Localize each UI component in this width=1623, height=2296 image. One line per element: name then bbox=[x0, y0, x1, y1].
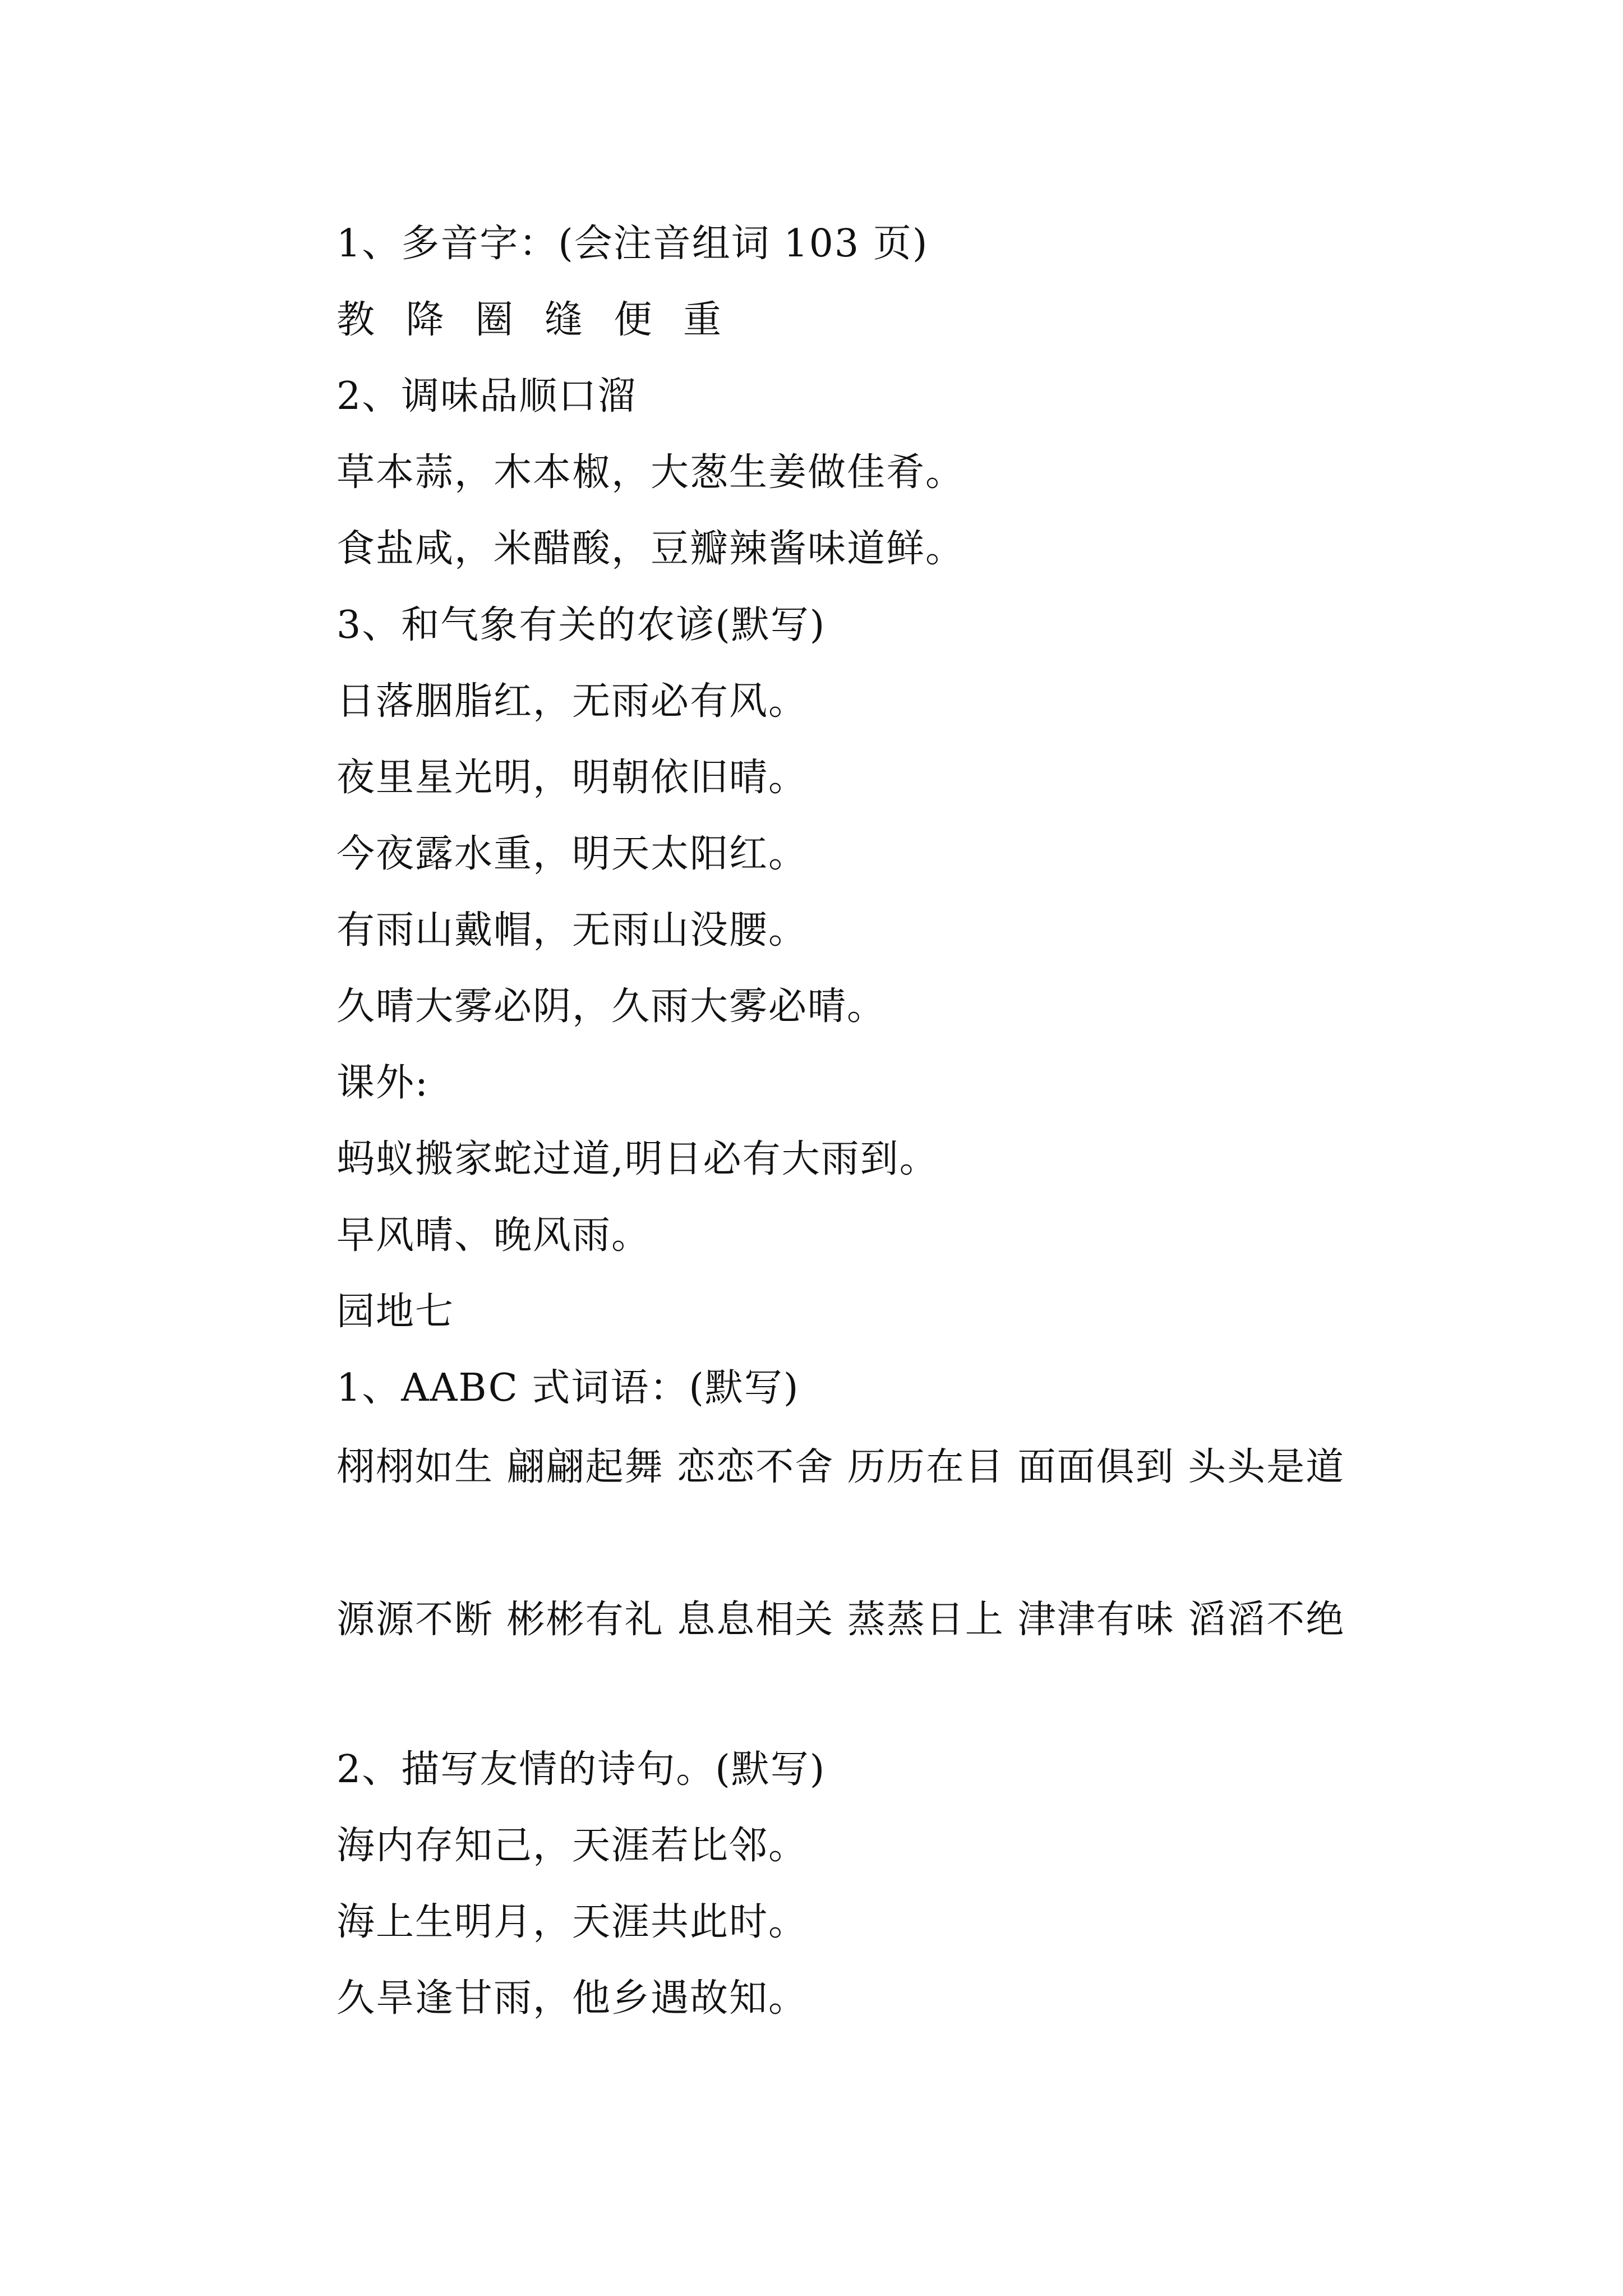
extracurricular-proverb-line: 蚂蚁搬家蛇过道,明日必有大雨到。 bbox=[336, 1137, 939, 1181]
weather-proverbs-heading: 3、和气象有关的农谚(默写) bbox=[336, 603, 826, 647]
seasoning-rhyme-line: 草本蒜，木本椒，大葱生姜做佳肴。 bbox=[336, 450, 965, 495]
aabc-words-paragraph: 栩栩如生 翩翩起舞 恋恋不舍 历历在目 面面俱到 头头是道 bbox=[336, 1445, 1345, 1489]
weather-proverb-line: 有雨山戴帽，无雨山没腰。 bbox=[336, 908, 808, 953]
aabc-words-paragraph: 源源不断 彬彬有礼 息息相关 蒸蒸日上 津津有味 滔滔不绝 bbox=[336, 1598, 1345, 1642]
weather-proverb-line: 日落胭脂红，无雨必有风。 bbox=[336, 679, 808, 724]
friendship-poem-line: 久旱逢甘雨，他乡遇故知。 bbox=[336, 1976, 808, 2021]
weather-proverb-line: 今夜露水重，明天太阳红。 bbox=[336, 832, 808, 876]
polyphone-characters: 教 降 圈 缝 便 重 bbox=[336, 298, 723, 342]
section-title-garden-seven: 园地七 bbox=[336, 1290, 455, 1334]
seasoning-rhyme-heading: 2、调味品顺口溜 bbox=[336, 374, 637, 418]
extracurricular-proverb-line: 早风晴、晚风雨。 bbox=[336, 1213, 651, 1258]
friendship-poem-line: 海上生明月，天涯共此时。 bbox=[336, 1900, 808, 1944]
weather-proverb-line: 久晴大雾必阴，久雨大雾必晴。 bbox=[336, 984, 887, 1029]
friendship-poems-heading: 2、描写友情的诗句。(默写) bbox=[336, 1747, 826, 1792]
weather-proverb-line: 夜里星光明，明朝依旧晴。 bbox=[336, 756, 808, 800]
friendship-poem-line: 海内存知己，天涯若比邻。 bbox=[336, 1824, 808, 1868]
seasoning-rhyme-line: 食盐咸，米醋酸，豆瓣辣酱味道鲜。 bbox=[336, 527, 965, 571]
aabc-words-heading: 1、AABC 式词语：(默写) bbox=[336, 1366, 800, 1410]
polyphone-heading: 1、多音字：(会注音组词 103 页) bbox=[336, 222, 929, 266]
extracurricular-label: 课外: bbox=[336, 1061, 429, 1105]
